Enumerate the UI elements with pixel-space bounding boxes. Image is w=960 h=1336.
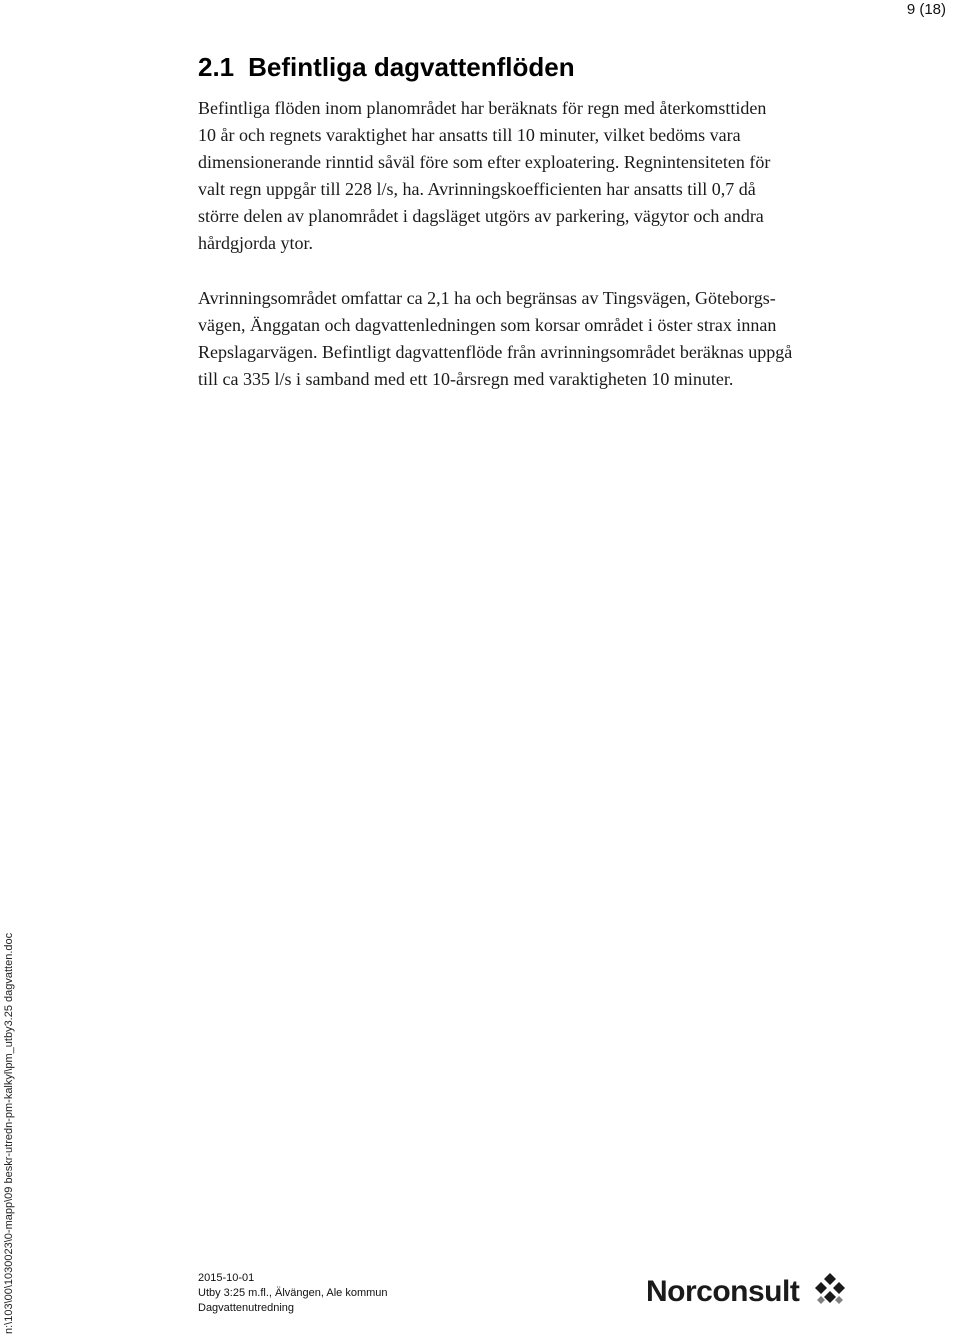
paragraph-line: Repslagarvägen. Befintligt dagvattenflöde från avrinningsområdet beräknas uppgå (198, 342, 793, 362)
section-title: Befintliga dagvattenflöden (248, 52, 575, 82)
footer-doc-type: Dagvattenutredning (198, 1302, 295, 1314)
section-number: 2.1 (198, 52, 235, 82)
paragraph-line: större delen av planområdet i dagsläget utgörs av parkering, vägytor och andra (198, 206, 764, 226)
paragraph-line: Befintliga flöden inom planområdet har beräknats för regn med återkomsttiden (198, 98, 767, 118)
paragraph-line: dimensionerande rinntid såväl före som efter exploatering. Regnintensiteten för (198, 152, 771, 172)
paragraph-line: valt regn uppgår till 228 l/s, ha. Avrinningskoefficienten har ansatts till 0,7 då (198, 179, 756, 199)
footer-date: 2015-10-01 (198, 1272, 255, 1284)
file-path-margin-text: n:\103\00\1030023\0-mapp\09 beskr-utredn-pm-kalkyl\pm_utby3.25 dagvatten.doc (3, 932, 15, 1334)
logo-wordmark: Norconsult (646, 1275, 800, 1308)
paragraph-existing-flows (198, 95, 858, 257)
diamond-grid-icon (811, 1272, 849, 1310)
paragraph-line: vägen, Änggatan och dagvattenledningen som korsar området i öster strax innan (198, 315, 777, 335)
section-heading (198, 50, 575, 84)
paragraph-line: till ca 335 l/s i samband med ett 10-årsregn med varaktigheten 10 minuter. (198, 369, 734, 389)
paragraph-line: Avrinningsområdet omfattar ca 2,1 ha och begränsas av Tingsvägen, Göteborgs- (198, 288, 776, 308)
footer-project: Utby 3:25 m.fl., Älvängen, Ale kommun (198, 1287, 388, 1299)
norconsult-logo (646, 1272, 856, 1312)
paragraph-line: hårdgjorda ytor. (198, 233, 313, 253)
page-number: 9 (18) (906, 1, 946, 18)
footer-info (198, 1271, 388, 1316)
paragraph-catchment-area (198, 285, 858, 393)
paragraph-line: 10 år och regnets varaktighet har ansatts till 10 minuter, vilket bedöms vara (198, 125, 741, 145)
